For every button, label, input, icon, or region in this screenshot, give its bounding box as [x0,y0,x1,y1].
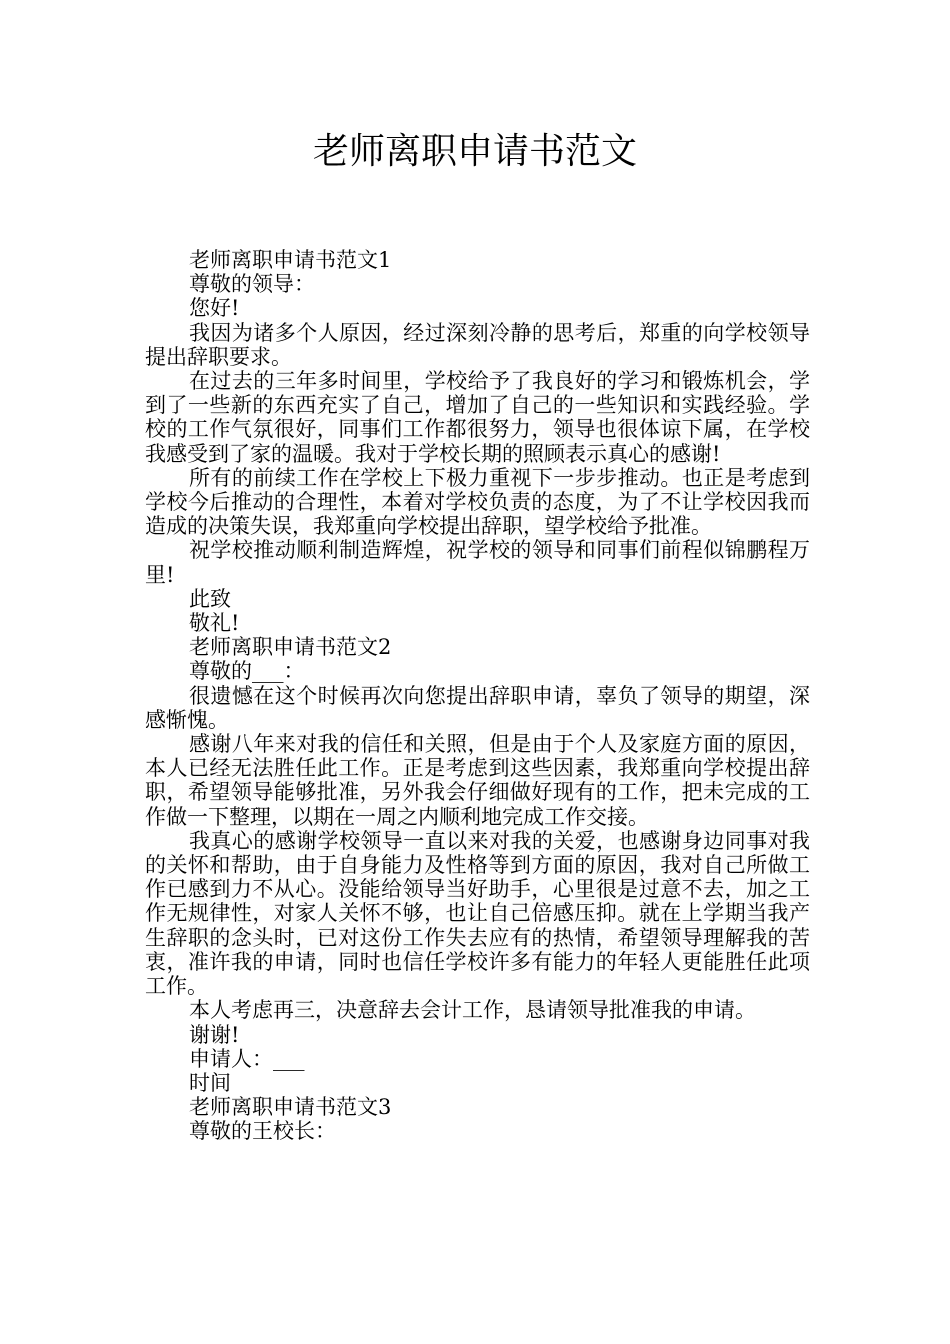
body-paragraph: 我因为诸多个人原因，经过深刻冷静的思考后，郑重的向学校领导提出辞职要求。 [145,320,810,369]
section-heading-3: 老师离职申请书范文3 [189,1095,392,1120]
signature-line: 申请人：___ [189,1046,305,1071]
body-paragraph: 我真心的感谢学校领导一直以来对我的关爱，也感谢身边同事对我的关怀和帮助，由于自身能力及性格等到方面的原因，我对自己所做工作已感到力不从心。没能给领导当好助手，心里很是过意不去，加之工作无规律性，对家人关怀不够，也让自己倍感压抑。就在上学期当我产生辞职的念头时，已对这份工作失去应有的热情，希望领导理解我的苦衷，准许我的申请，同时也信任学校许多有能力的年轻人更能胜任此项工作。 [145,828,810,999]
document-body [145,248,810,1144]
section-heading-1: 老师离职申请书范文1 [189,248,392,272]
body-paragraph: 很遗憾在这个时候再次向您提出辞职申请，辜负了领导的期望，深感惭愧。 [145,683,810,732]
salutation: 尊敬的领导： [189,272,315,297]
salutation: 尊敬的王校长： [189,1119,336,1144]
document-title: 老师离职申请书范文 [312,131,637,172]
body-paragraph: 祝学校推动顺利制造辉煌，祝学校的领导和同事们前程似锦鹏程万里! [145,538,810,587]
section-heading-2: 老师离职申请书范文2 [189,635,392,660]
closing-line: 敬礼! [189,611,240,636]
salutation: 尊敬的___： [189,659,305,684]
closing-line: 谢谢! [189,1022,240,1047]
closing-line: 此致 [189,586,231,611]
greeting: 您好! [189,296,240,321]
body-paragraph: 在过去的三年多时间里，学校给予了我良好的学习和锻炼机会，学到了一些新的东西充实了自己，增加了自己的一些知识和实践经验。学校的工作气氛很好，同事们工作都很努力，领导也很体谅下属，在学校我感受到了家的温暖。我对于学校长期的照顾表示真心的感谢! [145,369,810,466]
date-line: 时间 [189,1070,231,1095]
body-paragraph: 本人考虑再三，决意辞去会计工作，恳请领导批准我的申请。 [189,998,756,1023]
body-paragraph: 感谢八年来对我的信任和关照，但是由于个人及家庭方面的原因，本人已经无法胜任此工作。正是考虑到这些因素，我郑重向学校提出辞职，希望领导能够批准，另外我会仔细做好现有的工作，把未完成的工作做一下整理，以期在一周之内顺利地完成工作交接。 [145,732,810,829]
body-paragraph: 所有的前续工作在学校上下极力重视下一步步推动。也正是考虑到学校今后推动的合理性，本着对学校负责的态度，为了不让学校因我而造成的决策失误，我郑重向学校提出辞职，望学校给予批准。 [145,465,810,539]
